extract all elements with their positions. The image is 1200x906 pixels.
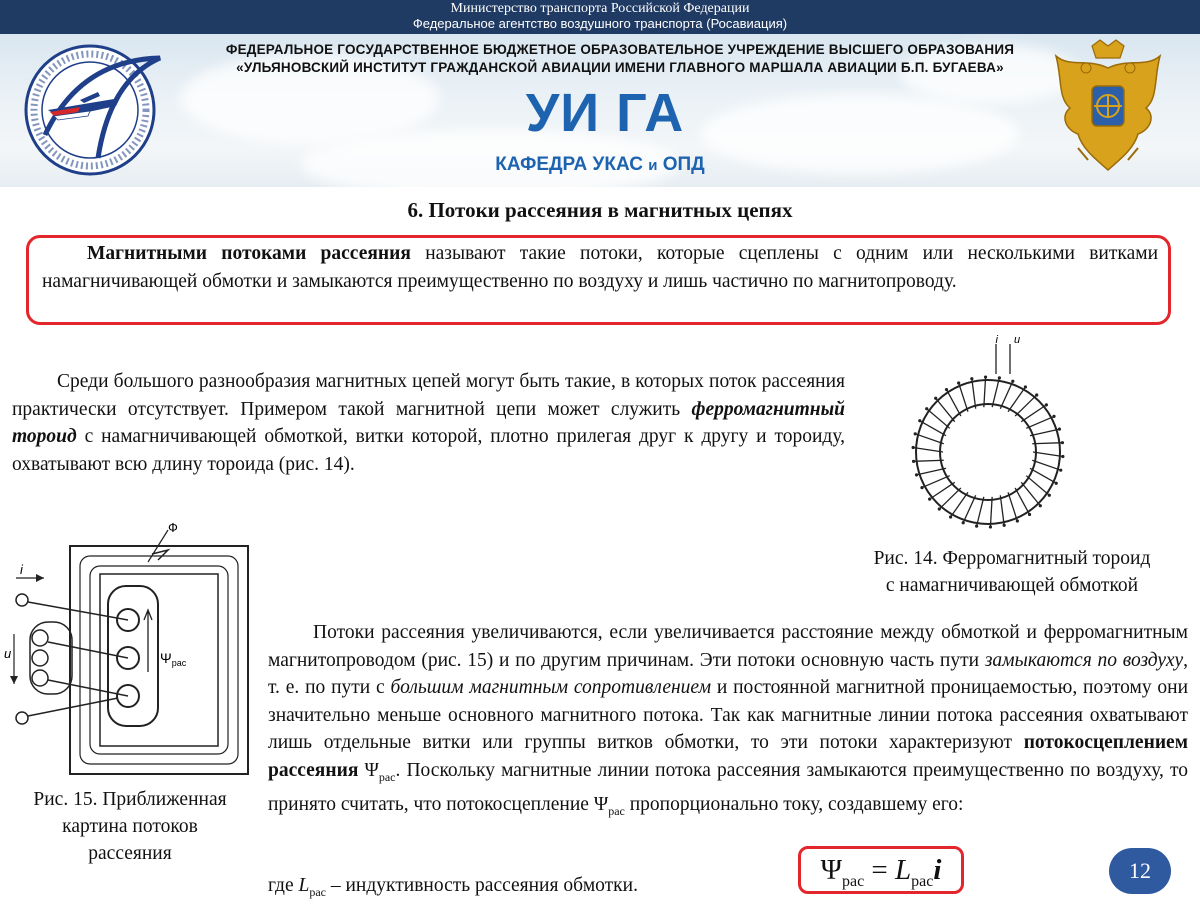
winding-turn [930,482,955,499]
winding-dot [945,388,948,391]
winding-dot [1003,524,1006,527]
institution-line-1: ФЕДЕРАЛЬНОЕ ГОСУДАРСТВЕННОЕ БЮДЖЕТНОЕ ОБРАЗОВАТЕЛЬНОЕ УЧРЕЖДЕНИЕ ВЫСШЕГО ОБРАЗОВАНИЯ [225,42,1015,57]
winding-turn [992,378,999,407]
leakage-flux-figure [4,520,258,782]
figure15-caption [6,786,254,867]
winding-dot [918,419,921,422]
inductance-subscript: рас [911,872,934,890]
winding-dot [938,507,941,510]
winding-dot [912,446,915,449]
text-run: пропорционально току, создавшему его: [624,793,964,815]
label-u: u [1014,334,1021,346]
coil-turn [32,630,48,646]
winding-turn [1008,492,1017,521]
department-and: и [648,157,658,174]
psi-subscript: рас [171,658,187,668]
winding-wire [28,698,118,716]
winding-turn [917,468,946,475]
psi-symbol: Ψ [820,854,842,886]
winding-turn [977,497,984,526]
winding-dot [914,432,917,435]
text-run: и постоянной магнитной проницаемостью, поэтому они значительно меньше основного магнитного потока. Так как магнитные линии потока рассеяния охватывают лишь отдельные витки или группы витков обмотки, то эти потоки характеризуют [268,677,1188,753]
arrow-head [10,676,18,684]
winding-wire [28,602,128,620]
caption-line: картина потоков [62,816,198,837]
winding-dot [998,376,1001,379]
emphasis-term: замыкаются по воздуху [984,649,1184,671]
definition-text [42,240,1158,295]
winding-dot [1059,469,1062,472]
winding-dot [989,525,992,528]
winding-turn [1030,468,1056,483]
winding-dot [1055,482,1058,485]
arrow-head [36,574,44,582]
winding-dot [1011,380,1014,383]
inductance-subscript: рас [309,884,326,899]
winding-dot [1061,455,1064,458]
winding-turn [922,476,950,488]
coat-of-arms-icon [1048,38,1168,178]
psi-subscript: рас [841,872,865,890]
slide-title: 6. Потоки рассеяния в магнитных цепях [407,198,793,222]
winding-dot [1058,428,1061,431]
winding-dot [1048,494,1051,497]
winding-dot [912,460,915,463]
formula [800,850,962,902]
paragraph-leakage [268,619,1188,825]
institution-line-2: «УЛЬЯНОВСКИЙ ИНСТИТУТ ГРАЖДАНСКОЙ АВИАЦИИ ИМЕНИ ГЛАВНОГО МАРШАЛА АВИАЦИИ Б.П. БУГАЕВА» [236,60,1004,75]
winding-dot [1035,393,1038,396]
winding-dot [984,375,987,378]
caption-line: Рис. 15. Приближенная [33,789,227,810]
page-number-badge: 12 [1109,848,1171,894]
toroid-figure [908,330,1068,540]
paragraph-toroid [12,368,845,478]
winding-dot [928,498,931,501]
winding-turn [990,497,992,527]
department-part: ОПД [657,154,705,175]
winding-turn [1032,460,1061,470]
winding-turn [972,379,976,409]
winding-turn [1021,405,1046,422]
department-title [430,154,770,176]
coil-turn [32,650,48,666]
winding-turn [963,495,975,522]
winding-dot [949,515,952,518]
caption-line: Рис. 14. Ферромагнитный тороид [873,548,1151,569]
emphasis-term: большим магнитным сопротивлением [390,677,712,698]
winding-turn [913,448,943,452]
winding-turn [1026,416,1054,428]
figure14-caption [840,545,1184,599]
caption-line: рассеяния [88,843,172,864]
label-i: i [995,334,998,346]
equals-sign: = [864,854,896,886]
inductance-symbol: L [298,875,310,896]
header-banner [0,34,1200,187]
winding-dot [1024,385,1027,388]
winding-turn [1015,488,1029,515]
toroid-inner-edge [940,404,1036,500]
department-part: КАФЕДРА УКАС [495,154,649,175]
psi-symbol: Ψ [160,650,172,666]
psi-subscript: рас [608,803,625,818]
winding-turn [1033,452,1063,456]
label-i: i [20,562,23,577]
text-run: где [268,875,299,896]
psi-symbol: Ψ [358,759,379,781]
text-run: Среди большого разнообразия магнитных цепей могут быть такие, в которых поток рассеяния практически отсутствует. Примером такой магнитной цепи может служить [12,371,845,420]
text-run: . Поскольку магнитные линии потока рассеяния замыкаются преимущественно по воздуху, то принято считать, что потокосцепление Ψ [268,759,1188,815]
terminal [16,712,28,724]
winding-turn [920,421,946,436]
winding-turn [984,377,986,407]
label-u: u [4,646,12,661]
winding-dot [925,407,928,410]
ministry-line: Министерство транспорта Российской Федерации [450,1,750,16]
bold-term: потокосцеплением рассеяния [268,732,1188,781]
top-bar [0,0,1200,34]
winding-turn [946,390,960,417]
coil-turn [32,670,48,686]
paragraph-inductance [268,872,768,906]
winding-dot [962,521,965,524]
winding-dot [920,486,923,489]
winding-dot [1045,403,1048,406]
emphasis-term: ферромагнитный тороид [12,398,845,447]
winding-dot [975,525,978,528]
agency-line: Федеральное агентство воздушного транспорта (Росавиация) [412,16,788,31]
caption-line: с намагничивающей обмоткой [885,575,1139,596]
brand-title: УИ ГА [525,83,685,143]
winding-turn [1030,429,1059,436]
inductance-symbol: L [895,854,912,886]
winding-dot [1061,441,1064,444]
label-phi: Ф [168,520,178,535]
definition-term: Магнитными потоками рассеяния [87,243,411,264]
terminal [16,594,28,606]
winding-dot [915,473,918,476]
winding-wire [48,642,128,658]
psi-subscript: рас [378,769,396,784]
text-run: , т. е. по пути с [268,649,1188,698]
winding-dot [970,377,973,380]
winding-turn [1000,381,1012,408]
winding-turn [915,434,944,444]
definition-body: называют такие потоки, которые сцеплены с одним или несколькими витками намагничивающей обмотки и замыкаются преимущественно по воздуху и лишь частично по магнитопроводу. [42,243,1158,292]
winding-turn [1000,495,1004,525]
winding-dot [957,381,960,384]
current-symbol: i [933,854,942,886]
text-run: – индуктивность рассеяния обмотки. [326,875,638,896]
winding-turn [1032,443,1062,444]
winding-dot [1016,519,1019,522]
winding-dot [934,397,937,400]
winding-dot [1028,513,1031,516]
text-run: Потоки рассеяния увеличиваются, если увеличивается расстояние между обмоткой и ферромагнитным магнитопроводом (рис. 15) и по другим причинам. Эти потоки основную часть пути [268,622,1188,671]
winding-dot [1039,504,1042,507]
winding-turn [914,460,944,461]
winding-dot [1052,415,1055,418]
text-run: с намагничивающей обмоткой, витки которой, плотно прилегая друг к другу и тороиду, охватывают всю длину тороида (рис. 14). [12,426,845,475]
winding-turn [959,383,968,412]
leakage-direction-arrow [144,610,152,672]
label-psi [160,650,187,668]
